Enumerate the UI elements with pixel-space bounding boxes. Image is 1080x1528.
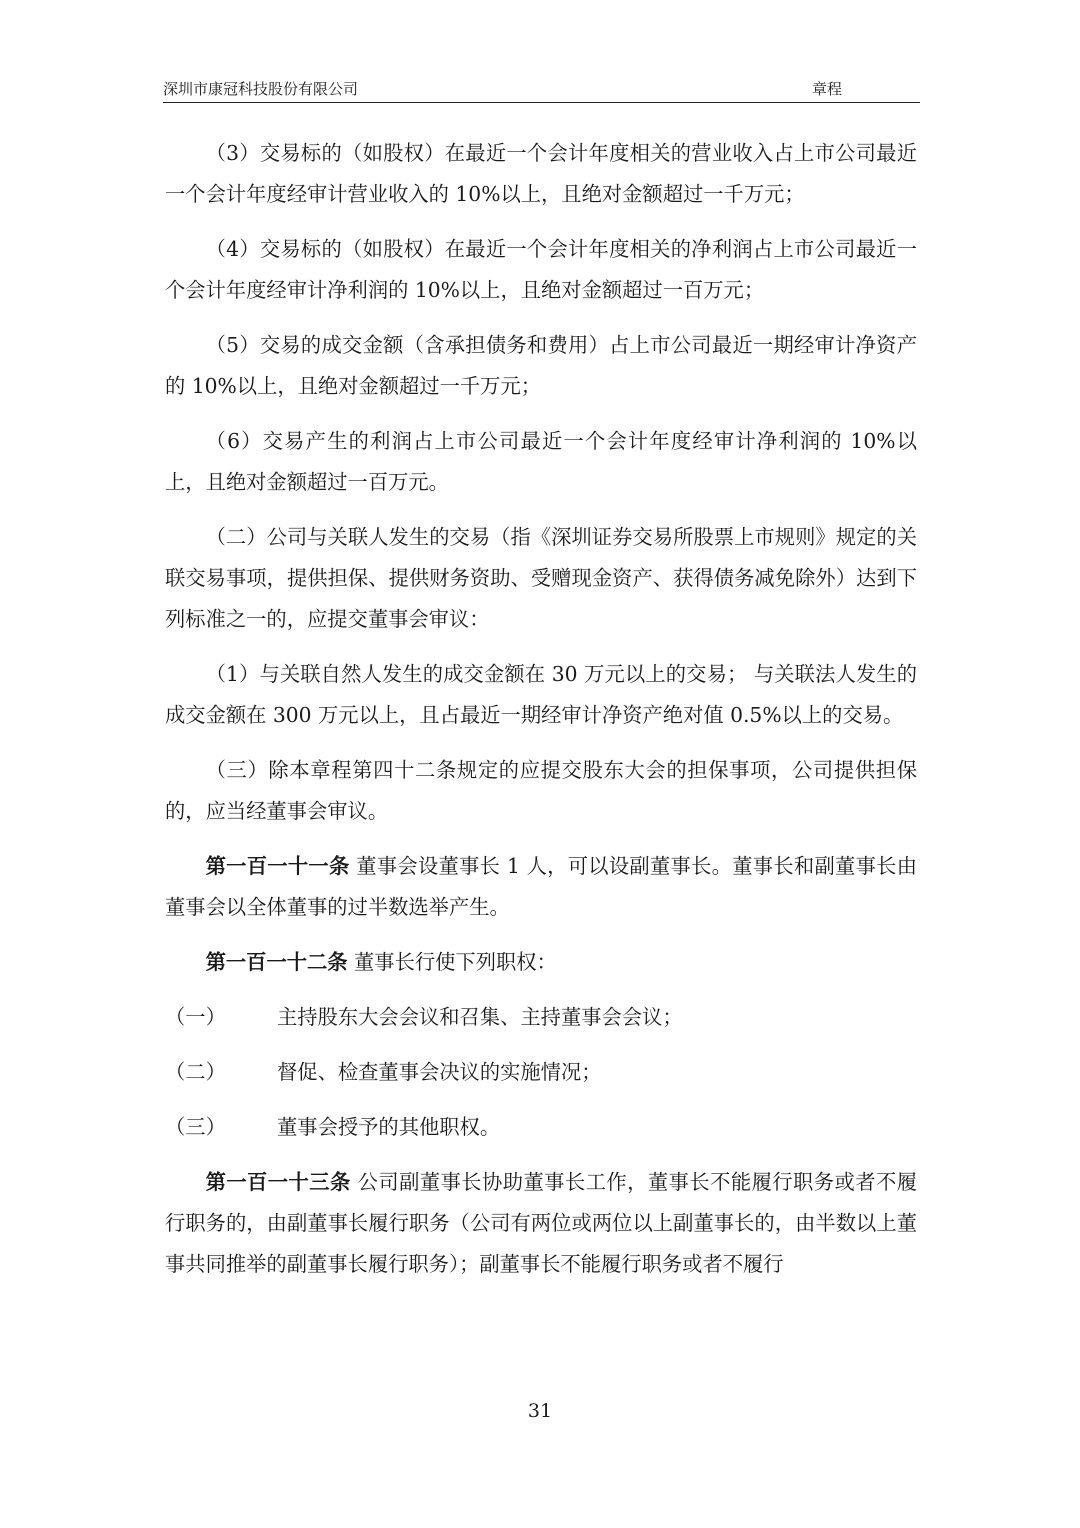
list-item-number: （三） <box>165 1115 226 1139</box>
article-112-title: 第一百一十二条 <box>205 950 348 974</box>
page-header <box>163 76 920 103</box>
article-113-text: 公司副董事长协助董事长工作，董事长不能履行职务或者不履行职务的，由副董事长履行职务（公司有两位或两位以上副董事长的，由半数以上董事共同推举的副董事长履行职务）；副董事长不能履行职务或者不履行 <box>165 1170 917 1276</box>
paragraph-item-5: （5）交易的成交金额（含承担债务和费用）占上市公司最近一期经审计净资产的 10%以上，且绝对金额超过一千万元； <box>165 333 917 398</box>
page-body <box>165 133 917 1299</box>
list-item-number: （一） <box>165 1005 226 1029</box>
paragraph-section-2: （二）公司与关联人发生的交易（指《深圳证券交易所股票上市规则》规定的关联交易事项，提供担保、提供财务资助、受赠现金资产、获得债务减免除外）达到下列标准之一的，应提交董事会审议： <box>165 525 917 631</box>
page-number: 31 <box>527 1400 553 1422</box>
list-item <box>165 1052 917 1093</box>
article-113-title: 第一百一十三条 <box>205 1170 351 1194</box>
article-113 <box>165 1162 917 1285</box>
paragraph-section-2-item-1: （1）与关联自然人发生的成交金额在 30 万元以上的交易； 与关联法人发生的成交金额在 300 万元以上，且占最近一期经审计净资产绝对值 0.5%以上的交易。 <box>165 662 917 727</box>
list-item-text: 督促、检查董事会决议的实施情况； <box>277 1060 602 1084</box>
document-type: 章程 <box>811 80 842 98</box>
article-111 <box>165 846 917 928</box>
company-name: 深圳市康冠科技股份有限公司 <box>163 80 359 98</box>
paragraph-item-4: （4）交易标的（如股权）在最近一个会计年度相关的净利润占上市公司最近一个会计年度经审计净利润的 10%以上，且绝对金额超过一百万元； <box>165 237 917 302</box>
article-112-text: 董事长行使下列职权： <box>347 950 557 974</box>
list-item-text: 董事会授予的其他职权。 <box>277 1115 501 1139</box>
article-111-title: 第一百一十一条 <box>205 854 350 878</box>
list-item-text: 主持股东大会会议和召集、主持董事会会议； <box>277 1005 683 1029</box>
paragraph-item-3: （3）交易标的（如股权）在最近一个会计年度相关的营业收入占上市公司最近一个会计年度经审计营业收入的 10%以上，且绝对金额超过一千万元； <box>165 141 917 206</box>
paragraph-item-6: （6）交易产生的利润占上市公司最近一个会计年度经审计净利润的 10%以上，且绝对金额超过一百万元。 <box>165 429 917 494</box>
list-item-number: （二） <box>165 1060 226 1084</box>
list-item <box>165 997 917 1038</box>
paragraph-section-3: （三）除本章程第四十二条规定的应提交股东大会的担保事项，公司提供担保的，应当经董事会审议。 <box>165 758 917 823</box>
list-item <box>165 1107 917 1148</box>
article-112 <box>165 942 917 983</box>
article-111-text: 董事会设董事长 1 人，可以设副董事长。董事长和副董事长由董事会以全体董事的过半数选举产生。 <box>165 854 917 919</box>
